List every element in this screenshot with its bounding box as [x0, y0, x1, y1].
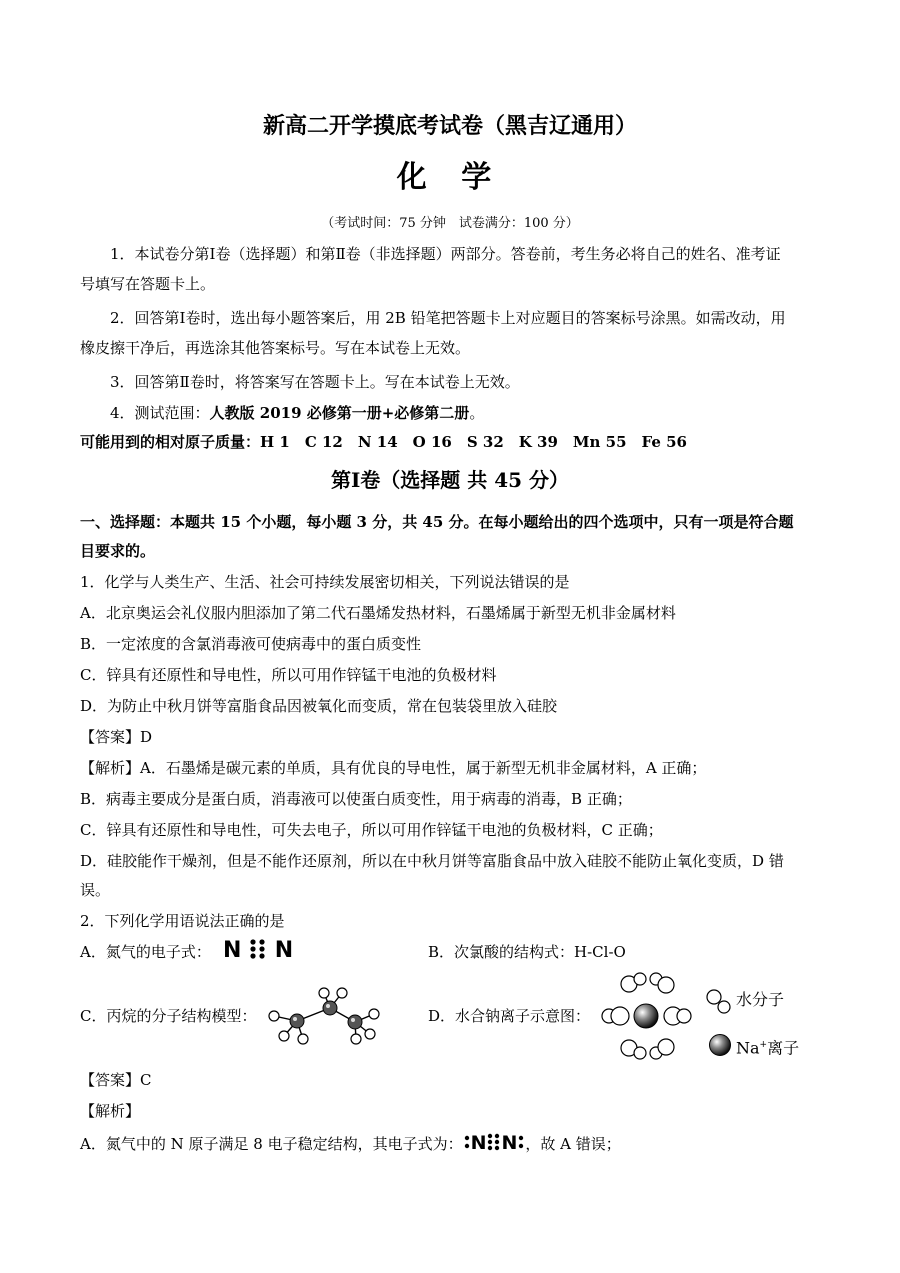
triple-bond-dots-small-icon	[486, 1132, 501, 1152]
q1-analysis-d-line-1: D．硅胶能作干燥剂，但是不能作还原剂，所以在中秋月饼等富脂食品中放入硅胶不能防止氧化变质，D 错	[80, 852, 784, 870]
q2-analysis-a-prefix: A．氮气中的 N 原子满足 8 电子稳定结构，其电子式为：	[80, 1135, 463, 1153]
sodium-ion-legend-icon	[708, 1033, 732, 1057]
q1-answer: 【答案】D	[80, 728, 153, 746]
q1-analysis-c: C．锌具有还原性和导电性，可失去电子，所以可用作锌锰干电池的负极材料，C 正确；	[80, 821, 663, 839]
q2-option-a	[80, 942, 211, 962]
lone-pair-left-icon	[463, 1133, 471, 1151]
nitrogen-atom-1: N	[470, 1132, 487, 1154]
propane-model-icon	[262, 984, 392, 1048]
instruction-4	[110, 403, 484, 423]
sodium-ion-legend-label	[736, 1034, 799, 1059]
q1-option-d: D．为防止中秋月饼等富脂食品因被氧化而变质，常在包装袋里放入硅胶	[80, 697, 558, 715]
q2-option-a-text: A．氮气的电子式：	[80, 943, 211, 961]
section-1-title: 第Ⅰ卷（选择题 共 45 分）	[330, 468, 570, 492]
instruction-1-line-2: 号填写在答题卡上。	[80, 275, 216, 293]
nitrogen-electron-formula	[223, 936, 293, 966]
instruction-4-scope: 人教版 2019 必修第一册+必修第二册	[209, 404, 470, 422]
q2-option-b: B．次氯酸的结构式：H-Cl-O	[428, 943, 626, 961]
q2-analysis-a	[80, 1132, 621, 1154]
section-1-intro-line-2: 目要求的。	[80, 542, 156, 560]
hydrated-sodium-ion-icon	[596, 970, 696, 1062]
nitrogen-atom-right: N	[274, 938, 294, 963]
water-molecule-legend-icon	[705, 987, 733, 1015]
instruction-2-line-1: 2．回答第Ⅰ卷时，选出每小题答案后，用 2B 铅笔把答题卡上对应题目的答案标号涂黑。如需改动，用	[110, 309, 786, 327]
instruction-2-line-2: 橡皮擦干净后，再选涂其他答案标号。写在本试卷上无效。	[80, 339, 471, 357]
sodium-charge: +	[759, 1040, 768, 1050]
instruction-3: 3．回答第Ⅱ卷时，将答案写在答题卡上。写在本试卷上无效。	[110, 373, 520, 391]
exam-info: （考试时间：75 分钟 试卷满分：100 分）	[321, 216, 579, 231]
q1-analysis-d-line-2: 误。	[80, 881, 111, 899]
q1-option-c: C．锌具有还原性和导电性，所以可用作锌锰干电池的负极材料	[80, 666, 497, 684]
q2-stem: 2．下列化学用语说法正确的是	[80, 912, 285, 930]
water-molecule-legend-label: 水分子	[736, 990, 785, 1009]
q2-analysis-a-suffix: ，故 A 错误；	[525, 1135, 621, 1153]
instruction-1-line-1: 1．本试卷分第Ⅰ卷（选择题）和第Ⅱ卷（非选择题）两部分。答卷前，考生务必将自己的姓名、准考证	[110, 245, 781, 263]
sodium-ion-word: 离子	[767, 1038, 800, 1058]
sodium-symbol: Na	[736, 1038, 760, 1058]
instruction-4-suffix: 。	[469, 404, 485, 422]
nitrogen-atom-left: N	[223, 938, 242, 963]
q2-answer: 【答案】C	[80, 1071, 152, 1089]
q2-option-d: D．水合钠离子示意图：	[428, 1007, 591, 1025]
q1-option-a: A．北京奥运会礼仪服内胆添加了第二代石墨烯发热材料，石墨烯属于新型无机非金属材料	[80, 604, 676, 622]
subject-title: 化 学	[396, 160, 504, 195]
nitrogen-full-electron-formula	[463, 1132, 526, 1154]
triple-bond-dots-icon	[249, 937, 267, 961]
exam-title: 新高二开学摸底考试卷（黑吉辽通用）	[262, 113, 637, 139]
q1-analysis-b: B．病毒主要成分是蛋白质，消毒液可以使蛋白质变性，用于病毒的消毒，B 正确；	[80, 790, 632, 808]
section-1-intro-line-1: 一、选择题：本题共 15 个小题，每小题 3 分，共 45 分。在每小题给出的四个选项中，只有一项是符合题	[80, 513, 794, 531]
q1-stem: 1．化学与人类生产、生活、社会可持续发展密切相关，下列说法错误的是	[80, 573, 570, 591]
nitrogen-atom-2: N	[501, 1132, 518, 1154]
q1-option-b: B．一定浓度的含氯消毒液可使病毒中的蛋白质变性	[80, 635, 422, 653]
atomic-masses: 可能用到的相对原子质量：H 1 C 12 N 14 O 16 S 32 K 39 Mn 55 Fe 56	[80, 433, 687, 451]
q1-analysis-a: 【解析】A．石墨烯是碳元素的单质，具有优良的导电性，属于新型无机非金属材料，A 正确；	[80, 759, 707, 777]
q2-analysis-title: 【解析】	[80, 1102, 141, 1120]
q2-option-c: C．丙烷的分子结构模型：	[80, 1007, 257, 1025]
instruction-4-prefix: 4．测试范围：	[110, 404, 210, 422]
